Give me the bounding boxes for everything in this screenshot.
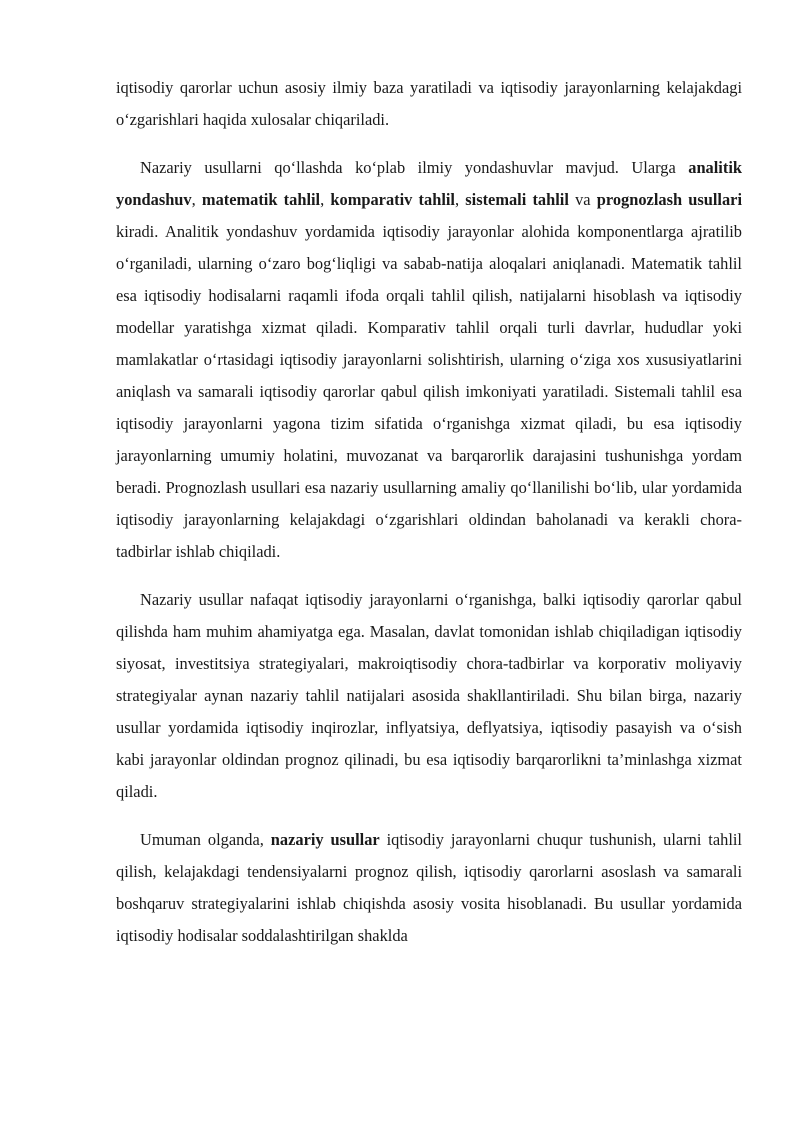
paragraph-text: Umuman olganda,	[140, 830, 271, 849]
bold-term-prognozlash-usullari: prognozlash usullari	[596, 190, 743, 209]
paragraph-text: ,	[320, 190, 331, 209]
paragraph-decisions	[116, 584, 742, 808]
document-body	[116, 72, 742, 968]
paragraph-text: va	[568, 190, 597, 209]
paragraph-text: ,	[191, 190, 202, 209]
bold-term-analitik-yondashuv: analitik yondashuv	[116, 158, 742, 209]
paragraph-approaches	[116, 152, 742, 568]
bold-term-sistemali-tahlil: sistemali tahlil	[465, 190, 569, 209]
paragraph-conclusion	[116, 824, 742, 952]
paragraph-text: iqtisodiy qarorlar uchun asosiy ilmiy baza yaratiladi va iqtisodiy jarayonlarning kelajakdagi o‘zgarishlari haqida xulosalar chiqariladi.	[116, 78, 742, 129]
paragraph-text: ,	[454, 190, 466, 209]
paragraph-text: Nazariy usullar nafaqat iqtisodiy jarayonlarni o‘rganishga, balki iqtisodiy qarorlar qabul qilishda ham muhim ahamiyatga ega. Masalan, davlat tomonidan ishlab chiqiladigan iqtisodiy siyosat, investitsiya strategiyalari, makroiqtisodiy chora-tadbirlar va korporativ moliyaviy strategiyalar aynan nazariy tahlil natijalari asosida shakllantiriladi. Shu bilan birga, nazariy usullar yordamida iqtisodiy inqirozlar, inflyatsiya, deflyatsiya, iqtisodiy pasayish va o‘sish kabi jarayonlar oldindan prognoz qilinadi, bu esa iqtisodiy barqarorlikni ta’minlashga xizmat qiladi.	[116, 590, 742, 801]
paragraph-text: Nazariy usullarni qo‘llashda ko‘plab ilmiy yondashuvlar mavjud. Ularga	[140, 158, 689, 177]
paragraph-text: kiradi. Analitik yondashuv yordamida iqtisodiy jarayonlar alohida komponentlarga ajratilib o‘rganiladi, ularning o‘zaro bog‘liqligi va sabab-natija aloqalari aniqlanadi. Matematik tahlil esa iqtisodiy hodisalarni raqamli ifoda orqali tahlil qilish, natijalarni hisoblash va iqtisodiy modellar yaratishga xizmat qiladi. Komparativ tahlil orqali turli davrlar, hududlar yoki mamlakatlar o‘rtasidagi iqtisodiy jarayonlarni solishtirish, ularning o‘ziga xos xususiyatlarini aniqlash va samarali iqtisodiy qarorlar qabul qilish imkoniyati yaratiladi. Sistemali tahlil esa iqtisodiy jarayonlarni yagona tizim sifatida o‘rganishga xizmat qiladi, bu esa iqtisodiy jarayonlarning umumiy holatini, muvozanat va barqarorlik darajasini tushunishga yordam beradi. Prognozlash usullari esa nazariy usullarning amaliy qo‘llanilishi bo‘lib, ular yordamida iqtisodiy jarayonlarning kelajakdagi o‘zgarishlari oldindan baholanadi va kerakli chora-tadbirlar ishlab chiqiladi.	[116, 222, 742, 561]
bold-term-matematik-tahlil: matematik tahlil	[201, 190, 321, 209]
bold-term-nazariy-usullar: nazariy usullar	[270, 830, 380, 849]
bold-term-komparativ-tahlil: komparativ tahlil	[330, 190, 455, 209]
paragraph-continuation	[116, 72, 742, 136]
paragraph-text: iqtisodiy jarayonlarni chuqur tushunish, ularni tahlil qilish, kelajakdagi tendensiyalarni prognoz qilish, iqtisodiy qarorlarni asoslash va samarali boshqaruv strategiyalarini ishlab chiqishda asosiy vosita hisoblanadi. Bu usullar yordamida iqtisodiy hodisalar soddalashtirilgan shaklda	[116, 830, 742, 945]
